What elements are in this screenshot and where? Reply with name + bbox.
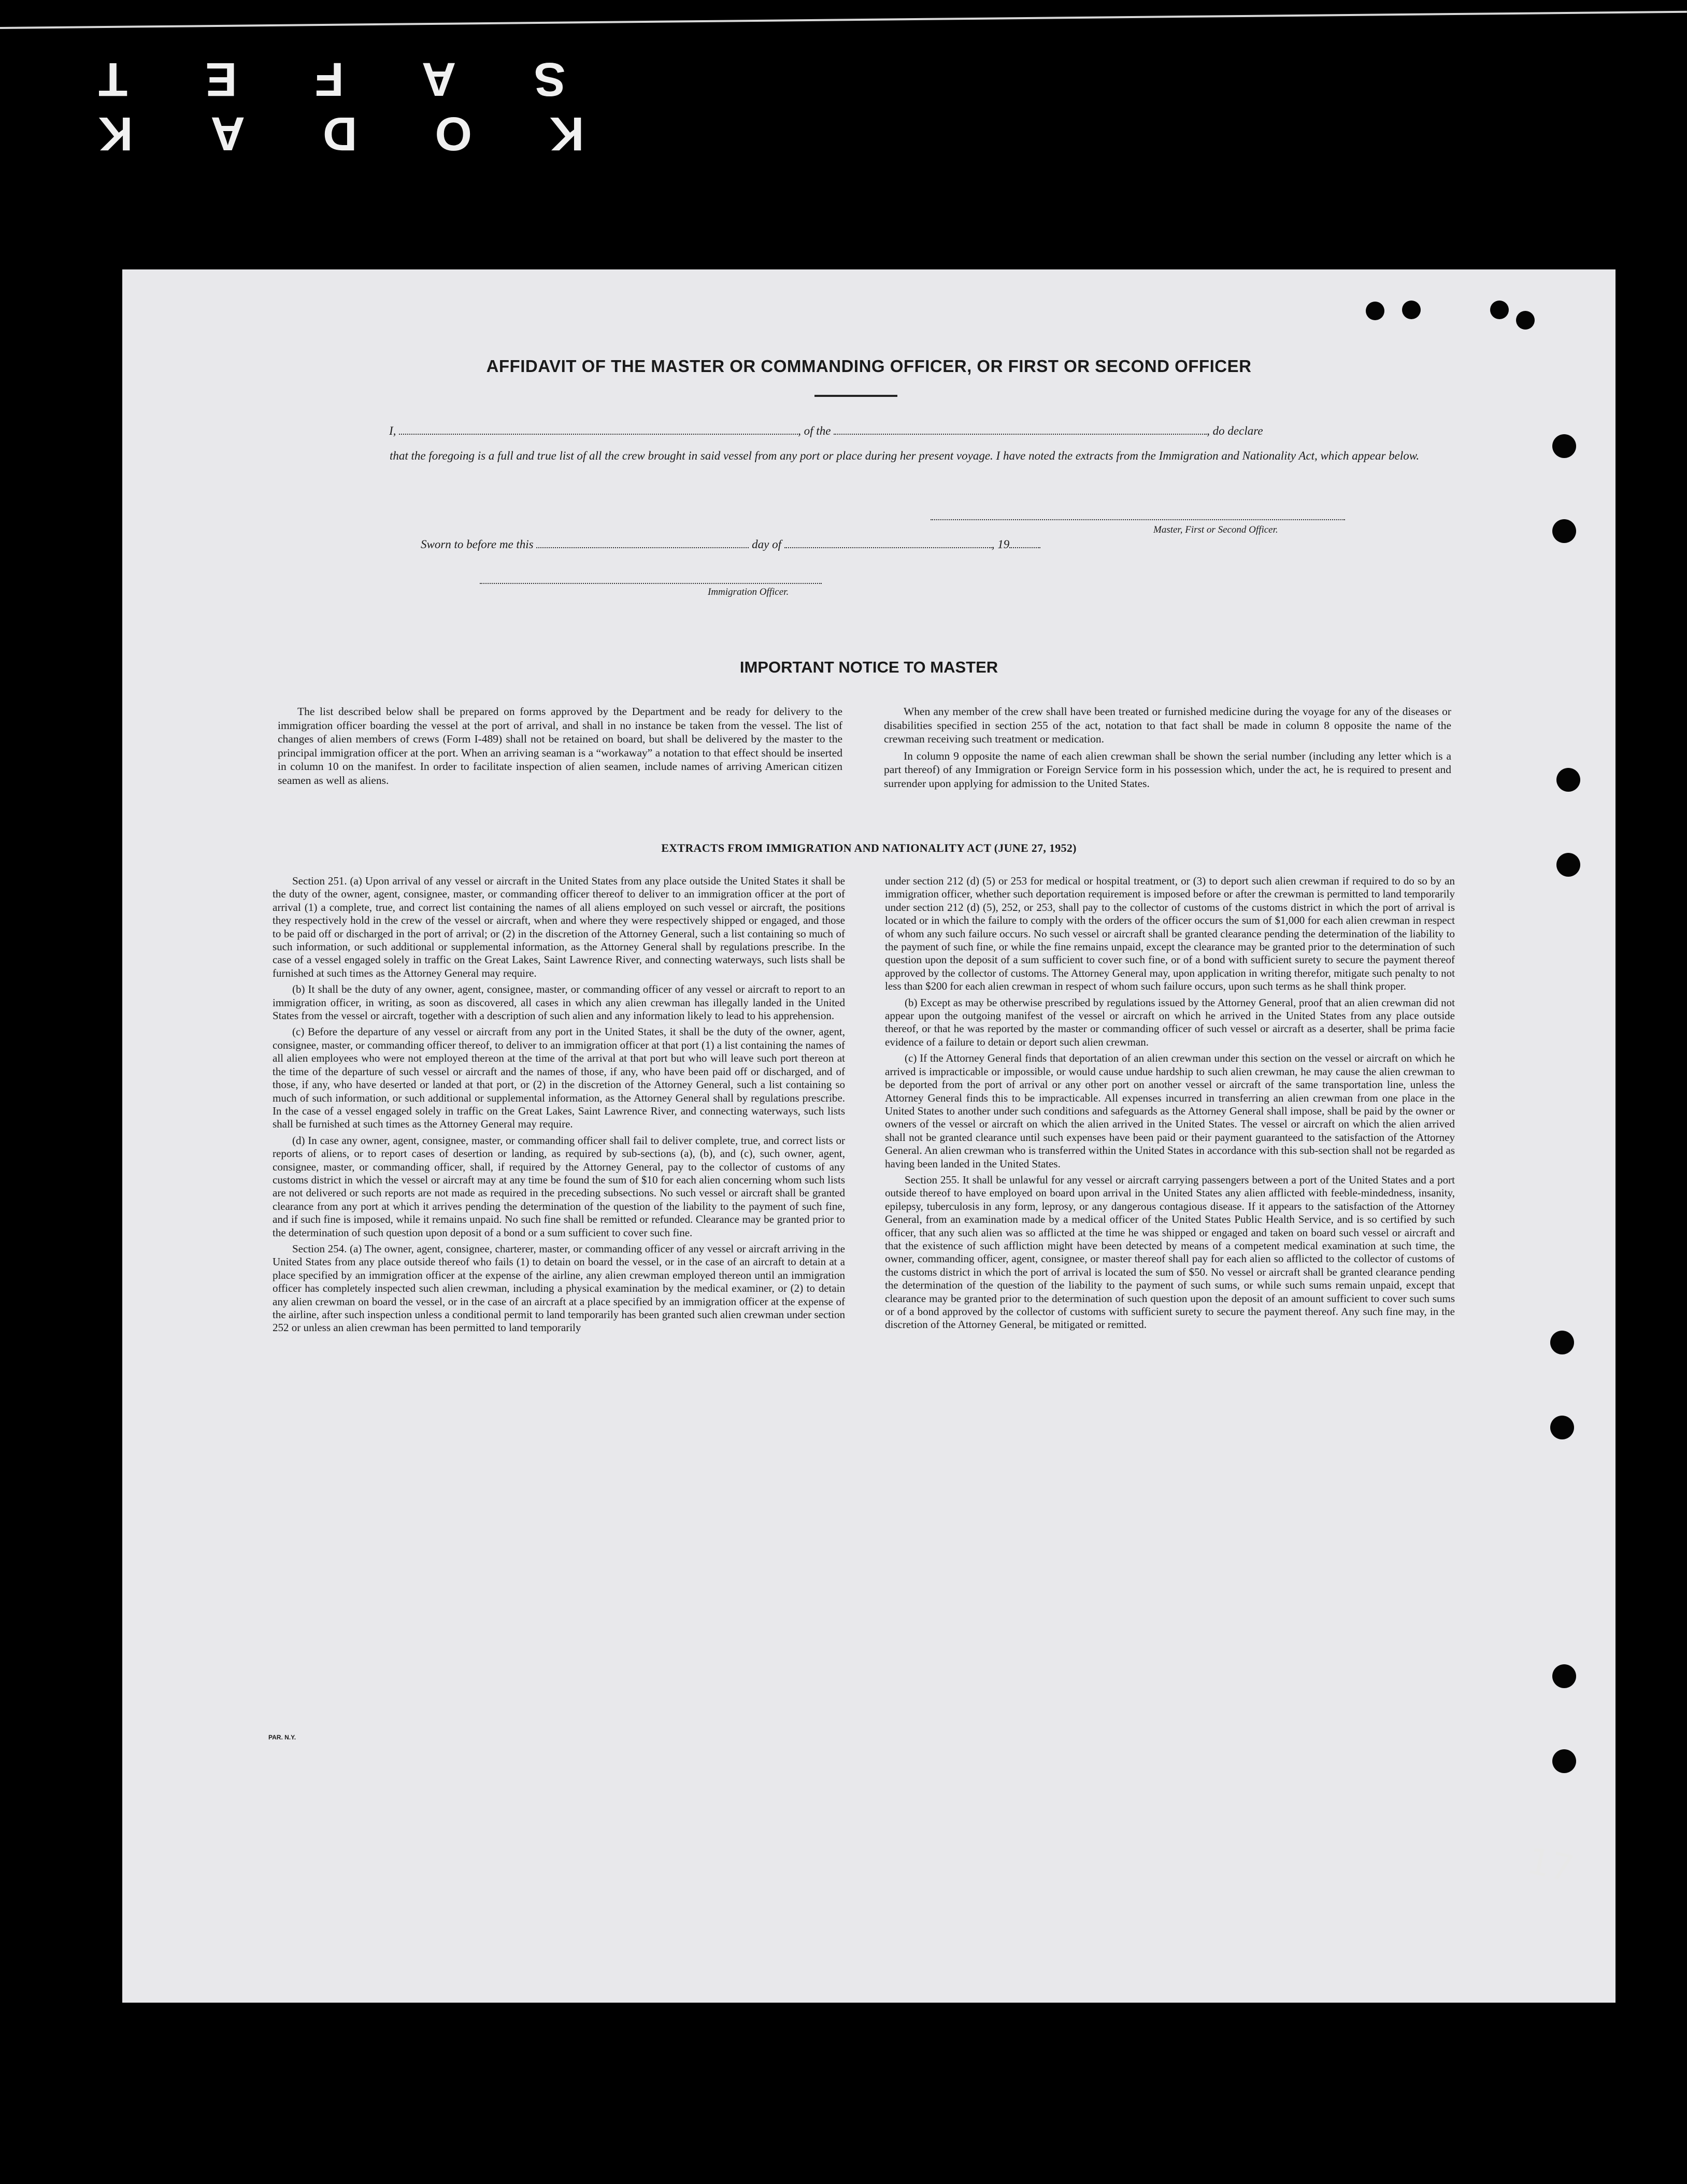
document-page [122, 269, 1615, 2003]
film-edge-text: KODAK SAFET [21, 53, 584, 160]
film-edge [0, 0, 1687, 160]
punch-hole [1550, 1331, 1574, 1354]
affidavit-title: AFFIDAVIT OF THE MASTER OR COMMANDING OFFICER, OR FIRST OR SECOND OFFICER [486, 356, 1252, 376]
declaration-body: that the foregoing is a full and true list of all the crew brought in said vessel from any port or place during her present voyage. I have noted the extracts from the Immigration and Nationality Act, which appear below. [390, 449, 1420, 462]
title-rule [814, 395, 897, 397]
punch-hole [1490, 301, 1509, 319]
extract-paragraph: under section 212 (d) (5) or 253 for medical or hospital treatment, or (3) to deport such alien crewman if required to do so by an immigration officer, whether such deportation requirement is imposed before or after the crewman is permitted to land temporarily under section 212 (d) (5), 252, or 253, shall pay to the collector of customs of the customs district in which the port of arrival is located or in which the failure to comply with the orders of the officer occurs the sum of $1,000 for each alien crewman in respect of whom any such failure occurs. No such vessel or aircraft shall be granted clearance pending the determination of the liability to the payment of such fine, or while the fine remains unpaid, except the clearance may be granted prior to the determination of such question upon the deposit of a sum sufficient to cover such fine, or of a bond with sufficient surety to secure the payment thereof approved by the collector of customs. The Attorney General may, upon application in writing therefor, mitigate such penalty to not less than $200 for each alien crewman in respect of whom such failure occurs, upon such terms as he shall think proper. [885, 875, 1455, 993]
printer-mark: PAR. N.Y. [268, 1734, 296, 1741]
do-declare-label: , do declare [1207, 424, 1263, 437]
punch-hole [1552, 1749, 1576, 1773]
extract-paragraph: (b) Except as may be otherwise prescribed by regulations issued by the Attorney General, proof that an alien crewman did not appear upon the outgoing manifest of the vessel or aircraft on which he arrived in the United States from any place outside thereof, or that he was reported by the master or commanding officer of such vessel or aircraft as a deserter, shall be prima facie evidence of a failure to detain or deport such alien crewman. [885, 996, 1455, 1048]
punch-hole [1552, 1664, 1576, 1688]
notice-right-column [884, 705, 1451, 793]
notice-left-column [278, 705, 842, 790]
handwritten-mark: 17 [1523, 1839, 1578, 1891]
vessel-field[interactable] [834, 424, 1207, 435]
sworn-day-field[interactable] [536, 538, 749, 548]
punch-hole [1552, 434, 1576, 458]
sworn-year-field[interactable] [1009, 538, 1040, 548]
extracts-left-column [273, 875, 845, 1338]
extract-paragraph: Section 255. It shall be unlawful for any vessel or aircraft carrying passengers between a port of the United States and a port outside thereof to have employed on board upon arrival in the United States any alien afflicted with feeble-mindedness, insanity, epilepsy, tuberculosis in any form, leprosy, or any dangerous contagious disease. If it appears to the satisfaction of the Attorney General, from an examination made by a medical officer of the United States Public Health Service, and is so certified by such officer, that any such alien was so afflicted at the time he was shipped or engaged and taken on board such vessel or aircraft and that the existence of such affliction might have been detected by means of a competent medical examination at such time, the owner, commanding officer, agent, consignee, or master thereof shall pay for each alien so afflicted to the collector of customs of the customs district in which the port of arrival is located the sum of $50. No vessel or aircraft shall be granted clearance pending the determination of the question of the liability to the payment of such sums, or while such sums remain unpaid, except that clearance may be granted prior to the determination of such question upon the deposit of an amount sufficient to cover such sums or of a bond approved by the collector of customs with sufficient surety to secure the payment thereof. Any such fine may, in the discretion of the Attorney General, be mitigated or remitted. [885, 1173, 1455, 1331]
notice-paragraph: In column 9 opposite the name of each alien crewman shall be shown the serial number (including any letter which is a part thereof) of any Immigration or Foreign Service form in his possession which, under the act, he is required to present and surrender upon applying for admission to the United States. [884, 749, 1451, 790]
film-edge-line [0, 11, 1687, 29]
notice-paragraph: When any member of the crew shall have been treated or furnished medicine during the voyage for any of the diseases or disabilities specified in section 255 of the act, notation to that fact shall be made in column 8 opposite the name of the crewman receiving such treatment or medication. [884, 705, 1451, 745]
sworn-label: Sworn to before me this [421, 538, 534, 551]
notice-paragraph: The list described below shall be prepared on forms approved by the Department and be ready for delivery to the immigration officer boarding the vessel at the port of arrival, and shall in no instance be taken from the vessel. The list of changes of alien members of crews (Form I-489) shall not be retained on board, but shall be delivered by the master to the principal immigration officer at the port. When an arriving seaman is a “workaway” a notation to that effect should be inserted in column 10 on the manifest. In order to facilitate inspection of alien seamen, include names of arriving American citizen seamen as well as aliens. [278, 705, 842, 787]
day-of-label: day of [752, 538, 781, 551]
extract-paragraph: Section 251. (a) Upon arrival of any vessel or aircraft in the United States from any place outside the United States it shall be the duty of the owner, agent, consignee, master, or commanding officer thereof to deliver to an immigration officer at the port of arrival (1) a complete, true, and correct list containing the names of all aliens employed on such vessel or aircraft, the positions they respectively hold in the crew of the vessel or aircraft, when and where they were respectively shipped or engaged, and those to be paid off or discharged in the port of arrival; or (2) in the discretion of the Attorney General, such a list containing so much of such information, or such additional or supplemental information, as the Attorney General shall by regulations prescribe. In the case of a vessel engaged solely in traffic on the Great Lakes, Saint Lawrence River, and connecting waterways, such lists shall be furnished at such times as the Attorney General may require. [273, 875, 845, 979]
notice-title: IMPORTANT NOTICE TO MASTER [739, 658, 998, 676]
extract-paragraph: (b) It shall be the duty of any owner, agent, consignee, master, or commanding officer of any vessel or aircraft to report to an immigration officer, in writing, as soon as discovered, all cases in which any alien crewman has illegally landed in the United States from the vessel or aircraft, together with a description of such alien and any information likely to lead to his apprehension. [273, 983, 845, 1022]
immigration-officer-caption: Immigration Officer. [708, 587, 789, 597]
extracts-right-column [885, 875, 1455, 1335]
of-the-label: , of the [798, 424, 831, 437]
extract-paragraph: (c) If the Attorney General finds that deportation of an alien crewman under this section on the vessel or aircraft on which he arrived is impracticable or impossible, or would cause undue hardship to such alien crewman, he may cause the alien crewman to be deported from the port of arrival or any other port on another vessel or aircraft of the same transportation line, unless the Attorney General finds this to be impracticable. All expenses incurred in transferring an alien crewman from one place in the United States to another under such conditions and safeguards as the Attorney General shall impose, shall be paid by the owner or owners of the vessel or aircraft on which the alien arrived in the United States. The vessel or aircraft on which the alien arrived shall not be granted clearance until such expenses have been paid or their payment guaranteed to the satisfaction of the Attorney General. An alien crewman who is transferred within the United States in accordance with this sub-section shall not be regarded as having been landed in the United States. [885, 1052, 1455, 1170]
extract-paragraph: (c) Before the departure of any vessel or aircraft from any port in the United States, it shall be the duty of the owner, agent, consignee, master, or commanding officer thereof, to deliver to an immigration officer at that port (1) a list containing the names of all alien employees who were not employed thereon at the time of the arrival at that port but who will leave such port thereon at the time of the departure of such vessel or aircraft and the names of those, if any, who have been paid off or discharged, and of those, if any, who have deserted or landed at that port, or (2) in the discretion of the Attorney General, such a list containing so much of such information, or such additional or supplemental information, as the Attorney General shall by regulations prescribe. In the case of a vessel engaged solely in traffic on the Great Lakes, Saint Lawrence River, and connecting waterways, such lists shall be furnished at such times as the Attorney General may require. [273, 1025, 845, 1131]
master-signature-caption: Master, First or Second Officer. [1153, 524, 1278, 535]
punch-hole [1556, 853, 1580, 877]
extracts-title: EXTRACTS FROM IMMIGRATION AND NATIONALITY ACT (JUNE 27, 1952) [661, 841, 1077, 854]
punch-hole [1550, 1416, 1574, 1439]
punch-hole [1556, 768, 1580, 792]
declaration-line [389, 420, 1467, 442]
i-label: I, [389, 424, 396, 437]
year-label: , 19 [991, 538, 1010, 551]
extract-paragraph: Section 254. (a) The owner, agent, consignee, charterer, master, or commanding officer of any vessel or aircraft arriving in the United States from any place outside thereof who fails (1) to detain on board the vessel, or in the case of an aircraft to detain at a place specified by an immigration officer at the expense of the airline, any alien crewman employed thereon until an immigration officer has completely inspected such alien crewman, including a physical examination by the medical examiner, or (2) to detain any alien crewman on board the vessel, or in the case of an aircraft at a place specified by an immigration officer at the expense of the airline, after such inspection unless a conditional permit to land temporarily has been granted such alien crewman under section 252 or unless an alien crewman has been permitted to land temporarily [273, 1242, 845, 1334]
immigration-officer-signature-field[interactable] [480, 583, 822, 584]
punch-hole [1552, 519, 1576, 543]
punch-hole [1402, 301, 1421, 319]
master-signature-field[interactable] [931, 519, 1345, 520]
sworn-month-field[interactable] [784, 538, 992, 548]
sworn-line [421, 538, 1250, 551]
punch-hole [1516, 311, 1535, 330]
punch-hole [1366, 302, 1384, 320]
extract-paragraph: (d) In case any owner, agent, consignee, master, or commanding officer shall fail to deliver complete, true, and correct lists or reports of aliens, or to report cases of desertion or landing, as required by sub-sections (a), (b), and (c), such owner, agent, consignee, master, or commanding officer, shall, if required by the Attorney General, pay to the collector of customs of any customs district in which the vessel or aircraft may at any time be found the sum of $10 for each alien concerning whom such lists are not delivered or such reports are not made as required in the preceding subsections. No such vessel or aircraft shall be granted clearance from any port at which it arrives pending the determination of the question of the liability to the payment of such fine, and if such fine is imposed, while it remains unpaid. No such fine shall be remitted or refunded. Clearance may be granted prior to the determination of such question upon deposit of a bond or a sum sufficient to cover such fine. [273, 1134, 845, 1239]
name-field[interactable] [399, 424, 798, 435]
